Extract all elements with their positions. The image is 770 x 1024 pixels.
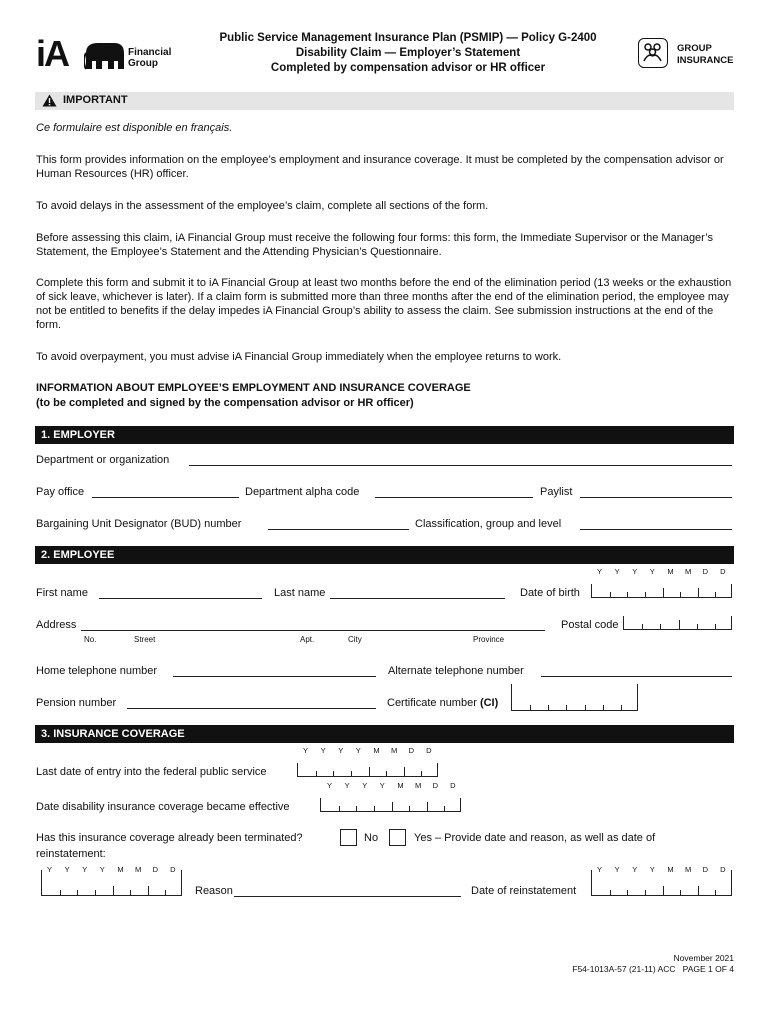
- box-divider: [627, 890, 628, 895]
- important-label: IMPORTANT: [63, 94, 128, 106]
- reinstatement-date-field[interactable]: [591, 870, 732, 896]
- date-letter: Y: [327, 781, 333, 790]
- date-letter: Y: [82, 865, 88, 874]
- box-divider: [603, 705, 604, 710]
- box-divider: [680, 890, 681, 895]
- box-divider: [610, 592, 611, 597]
- footer-date: November 2021: [673, 953, 734, 963]
- last-entry-date-letters: [303, 746, 444, 755]
- date-letter: Y: [597, 567, 603, 576]
- box-divider: [316, 771, 317, 776]
- reinstatement-date-label: Date of reinstatement: [471, 885, 577, 897]
- home-phone-field[interactable]: [173, 665, 376, 677]
- yes-label: Yes – Provide date and reason, as well as date of: [414, 832, 656, 844]
- box-divider: [698, 588, 699, 597]
- address-apt-caption: Apt.: [300, 635, 315, 644]
- date-letter: D: [702, 865, 708, 874]
- date-letter: D: [720, 865, 726, 874]
- date-letter: D: [426, 746, 432, 755]
- department-label: Department or organization: [36, 454, 170, 466]
- date-letter: Y: [355, 746, 361, 755]
- certificate-field[interactable]: [511, 684, 638, 711]
- last-entry-label: Last date of entry into the federal public service: [36, 766, 267, 778]
- info-heading: INFORMATION ABOUT EMPLOYEE’S EMPLOYMENT AND INSURANCE COVERAGE: [36, 382, 471, 394]
- box-divider: [660, 624, 661, 629]
- dob-date-field[interactable]: [591, 584, 732, 598]
- bud-field[interactable]: [268, 518, 409, 530]
- important-banner: [35, 92, 734, 110]
- box-divider: [530, 705, 531, 710]
- terminated-question: Has this insurance coverage already been terminated?: [36, 832, 303, 844]
- logo-line-1: Financial: [128, 47, 172, 58]
- logo-line-2: Group: [128, 58, 158, 69]
- box-divider: [548, 705, 549, 710]
- box-divider: [585, 705, 586, 710]
- terminated-question-cont: reinstatement:: [36, 848, 106, 860]
- box-divider: [369, 767, 370, 776]
- no-checkbox[interactable]: [340, 829, 357, 846]
- date-letter: D: [432, 781, 438, 790]
- home-phone-label: Home telephone number: [36, 665, 158, 677]
- paragraph-3: Before assessing this claim, iA Financial Group must receive the following four forms: this form, the Immediate Supervisor or the Manager’s Statement, the Employee’s Statement and the Attending Physician’s Questionnaire.: [36, 232, 713, 258]
- ia-logo: [36, 34, 186, 78]
- date-letter: M: [134, 865, 142, 874]
- pension-field[interactable]: [127, 697, 376, 709]
- box-divider: [374, 806, 375, 811]
- date-letter: Y: [362, 781, 368, 790]
- box-divider: [642, 624, 643, 629]
- date-letter: Y: [614, 865, 620, 874]
- pension-label: Pension number: [36, 697, 117, 709]
- warning-icon: [42, 94, 57, 107]
- date-letter: M: [684, 567, 692, 576]
- title-line-3: Completed by compensation advisor or HR officer: [270, 62, 546, 74]
- termination-date-field[interactable]: [41, 870, 182, 896]
- box-divider: [409, 806, 410, 811]
- address-city-caption: City: [348, 635, 362, 644]
- date-letter: M: [397, 781, 404, 790]
- paragraph-4: Complete this form and submit it to iA Financial Group at least two months before the end of the elimination period (13 weeks or the exhaustion of sick leave, whichever is later). If a claim form is submitted more than three months after the end of the elimination period, the employee may not be entitled to benefits if the delay impedes iA Financial Group’s ability to assess the claim. See submission instructions at the end of the form.: [36, 277, 732, 331]
- first-name-label: First name: [36, 587, 88, 599]
- box-divider: [113, 886, 114, 895]
- elephant-icon: [84, 39, 126, 73]
- alt-phone-field[interactable]: [541, 665, 732, 677]
- date-letter: D: [152, 865, 158, 874]
- box-divider: [621, 705, 622, 710]
- date-letter: M: [117, 865, 124, 874]
- logo-company-name: [128, 47, 171, 69]
- box-divider: [697, 624, 698, 629]
- box-divider: [148, 886, 149, 895]
- section-employee-header: 2. EMPLOYEE: [35, 546, 734, 564]
- date-letter: D: [450, 781, 456, 790]
- box-divider: [165, 890, 166, 895]
- box-divider: [404, 767, 405, 776]
- box-divider: [627, 592, 628, 597]
- dob-date-letters: [597, 567, 738, 576]
- classification-label: Classification, group and level: [415, 518, 562, 530]
- date-letter: Y: [320, 746, 326, 755]
- group-label-line-1: GROUP: [677, 43, 712, 54]
- postal-code-label: Postal code: [561, 619, 619, 631]
- pay-office-field[interactable]: [92, 486, 239, 498]
- date-letter: Y: [344, 781, 350, 790]
- footer-form-code: F54-1013A-57 (21-11) ACC: [572, 964, 676, 974]
- date-letter: D: [408, 746, 414, 755]
- box-divider: [333, 771, 334, 776]
- date-letter: D: [702, 567, 708, 576]
- last-name-label: Last name: [274, 587, 326, 599]
- last-entry-date-field[interactable]: [297, 763, 438, 777]
- address-label: Address: [36, 619, 77, 631]
- date-letter: Y: [614, 567, 620, 576]
- date-letter: Y: [379, 781, 385, 790]
- date-letter: M: [684, 865, 692, 874]
- alt-phone-label: Alternate telephone number: [388, 665, 524, 677]
- yes-checkbox[interactable]: [389, 829, 406, 846]
- section-employer-header: 1. EMPLOYER: [35, 426, 734, 444]
- box-divider: [680, 592, 681, 597]
- alpha-code-label: Department alpha code: [245, 486, 360, 498]
- box-divider: [77, 890, 78, 895]
- date-letter: Y: [632, 865, 638, 874]
- classification-field[interactable]: [580, 518, 732, 530]
- box-divider: [715, 592, 716, 597]
- title-line-1: Public Service Management Insurance Plan (PSMIP) — Policy G-2400: [219, 32, 597, 44]
- date-letter: Y: [64, 865, 70, 874]
- box-divider: [444, 806, 445, 811]
- certificate-label-text: Certificate number: [387, 697, 477, 709]
- date-letter: Y: [338, 746, 344, 755]
- address-street-caption: Street: [134, 635, 156, 644]
- title-line-2: Disability Claim — Employer’s Statement: [295, 47, 521, 59]
- logo-ia-text: iA: [36, 33, 68, 74]
- address-field[interactable]: [81, 619, 545, 631]
- certificate-label: [387, 697, 498, 710]
- address-province-caption: Province: [473, 635, 505, 644]
- form-title: [190, 31, 626, 76]
- bud-label: Bargaining Unit Designator (BUD) number: [36, 518, 242, 530]
- date-letter: Y: [597, 865, 603, 874]
- effective-date-letters: [327, 781, 468, 790]
- box-divider: [663, 886, 664, 895]
- no-label: No: [364, 832, 379, 844]
- paragraph-5: To avoid overpayment, you must advise iA Financial Group immediately when the employee returns to work.: [36, 351, 562, 363]
- paragraph-1: This form provides information on the employee’s employment and insurance coverage. It must be completed by the compensation advisor or Human Resources (HR) officer.: [36, 154, 724, 180]
- date-letter: M: [414, 781, 422, 790]
- address-no-caption: No.: [84, 635, 97, 644]
- department-field[interactable]: [189, 454, 732, 466]
- box-divider: [645, 890, 646, 895]
- group-label-line-2: INSURANCE: [677, 55, 734, 66]
- date-letter: M: [667, 567, 674, 576]
- date-letter: D: [720, 567, 726, 576]
- paylist-label: Paylist: [540, 486, 573, 498]
- box-divider: [351, 771, 352, 776]
- box-divider: [715, 624, 716, 629]
- box-divider: [645, 592, 646, 597]
- date-letter: M: [373, 746, 380, 755]
- box-divider: [698, 886, 699, 895]
- date-letter: Y: [632, 567, 638, 576]
- french-note: Ce formulaire est disponible en français.: [36, 122, 233, 134]
- box-divider: [566, 705, 567, 710]
- box-divider: [715, 890, 716, 895]
- box-divider: [356, 806, 357, 811]
- date-letter: Y: [649, 567, 655, 576]
- box-divider: [339, 806, 340, 811]
- section-coverage-header: 3. INSURANCE COVERAGE: [35, 725, 734, 743]
- box-divider: [392, 802, 393, 811]
- postal-code-field[interactable]: [623, 616, 732, 630]
- paylist-field[interactable]: [580, 486, 732, 498]
- reason-label: Reason: [195, 885, 233, 897]
- date-letter: Y: [649, 865, 655, 874]
- paragraph-2: To avoid delays in the assessment of the employee’s claim, complete all sections of the form.: [36, 200, 489, 212]
- last-name-field[interactable]: [330, 587, 505, 599]
- pay-office-label: Pay office: [36, 486, 85, 498]
- info-subheading: (to be completed and signed by the compensation advisor or HR officer): [36, 397, 414, 409]
- group-insurance-label: [677, 43, 733, 67]
- effective-date-field[interactable]: [320, 798, 461, 812]
- date-letter: Y: [303, 746, 309, 755]
- box-divider: [663, 588, 664, 597]
- date-letter: D: [170, 865, 176, 874]
- box-divider: [95, 890, 96, 895]
- footer-code-line: [572, 964, 734, 975]
- group-insurance-icon: [638, 38, 668, 68]
- box-divider: [130, 890, 131, 895]
- box-divider: [427, 802, 428, 811]
- box-divider: [386, 771, 387, 776]
- dob-label: Date of birth: [520, 587, 580, 599]
- reason-field[interactable]: [234, 885, 461, 897]
- certificate-ci: (CI): [479, 697, 499, 709]
- date-letter: M: [390, 746, 398, 755]
- footer-page-number: PAGE 1 OF 4: [682, 964, 734, 974]
- alpha-code-field[interactable]: [375, 486, 533, 498]
- first-name-field[interactable]: [99, 587, 262, 599]
- box-divider: [421, 771, 422, 776]
- date-letter: Y: [47, 865, 53, 874]
- effective-label: Date disability insurance coverage became effective: [36, 801, 290, 813]
- box-divider: [610, 890, 611, 895]
- date-letter: Y: [99, 865, 105, 874]
- box-divider: [679, 620, 680, 629]
- footer: [572, 953, 734, 975]
- date-letter: M: [667, 865, 674, 874]
- box-divider: [60, 890, 61, 895]
